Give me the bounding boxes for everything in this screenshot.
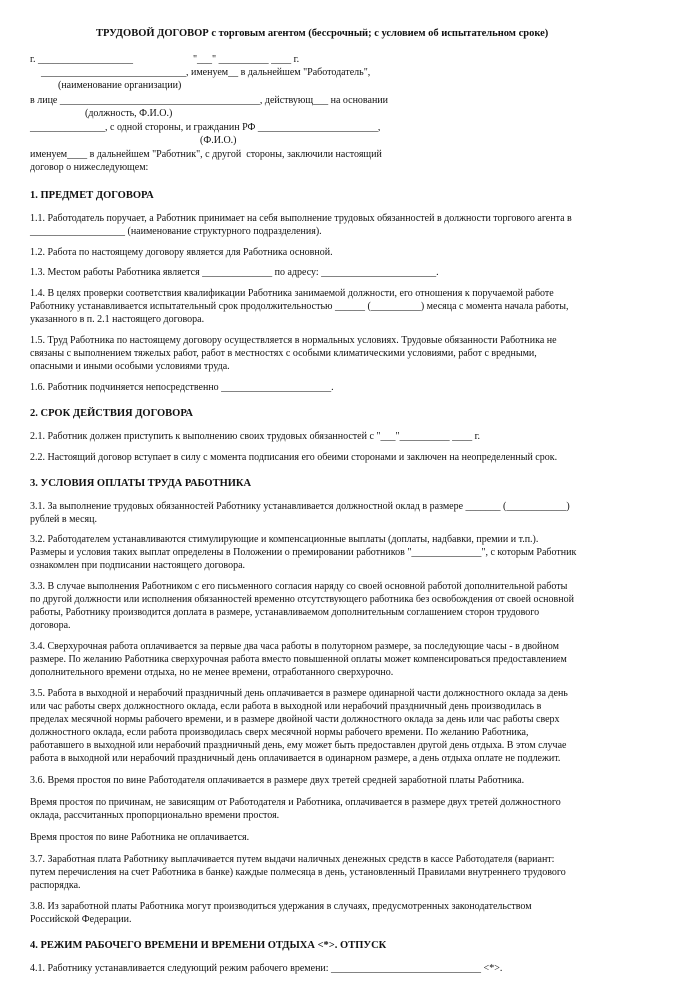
paragraph-line: работы, Работнику производится доплата в размере, устанавливаемом дополнительным соглашением сторон трудового bbox=[30, 607, 540, 618]
paragraph-line: должностного оклада, если работа производилась сверх месячной нормы рабочего времени. По желанию Работника, bbox=[30, 727, 529, 738]
paragraph-line: распорядка. bbox=[30, 880, 81, 891]
paragraph-line: 3.4. Сверхурочная работа оплачивается за первые два часа работы в полуторном размере, за последующие часы - в двойном bbox=[30, 641, 559, 652]
paragraph-line: указанного в п. 2.1 настоящего договора. bbox=[30, 314, 205, 325]
paragraph-line: работавшего в выходной или нерабочий праздничный день, ему может быть предоставлен другой день отдыха. В этом случае bbox=[30, 740, 567, 751]
paragraph-line: 1.1. Работодатель поручает, а Работник принимает на себя выполнение трудовых обязанностей в должности торгового агента в bbox=[30, 213, 572, 224]
paragraph-line: 1.6. Работник подчиняется непосредственно ______________________. bbox=[30, 382, 334, 393]
paragraph-line: путем перечисления на счет Работника в банке) каждые полмесяца в день, установленный Правилами внутреннего трудового bbox=[30, 867, 566, 878]
paragraph-line: 1.4. В целях проверки соответствия квалификации Работника занимаемой должности, его отношения к поручаемой работе bbox=[30, 288, 554, 299]
header-caption: (должность, Ф.И.О.) bbox=[85, 108, 173, 119]
paragraph-line: ознакомлен при подписании настоящего договора. bbox=[30, 560, 246, 571]
header-line: _______________, с одной стороны, и гражданин РФ ________________________, bbox=[30, 122, 381, 133]
header-line: договор о нижеследующем: bbox=[30, 162, 149, 173]
paragraph-line: Время простоя по причинам, не зависящим от Работодателя и Работника, оплачивается в размере двух третей должностного bbox=[30, 797, 561, 808]
header-line: именуем____ в дальнейшем "Работник", с другой стороны, заключили настоящий bbox=[30, 149, 382, 160]
paragraph-line: ___________________ (наименование структурного подразделения). bbox=[30, 226, 322, 237]
paragraph-line: 3.5. Работа в выходной и нерабочий праздничный день оплачивается в размере одинарной части должностного оклада за день bbox=[30, 688, 568, 699]
paragraph-line: 3.8. Из заработной платы Работника могут производиться удержания в случаях, предусмотренных законодательством bbox=[30, 901, 532, 912]
section-heading-2: 2. СРОК ДЕЙСТВИЯ ДОГОВОРА bbox=[30, 408, 194, 419]
paragraph-line: работа в выходной или нерабочий праздничный день оплачивается в одинарном размере, а день отдыха оплате не подлежит. bbox=[30, 753, 561, 764]
paragraph-line: 3.6. Время простоя по вине Работодателя оплачивается в размере двух третей средней заработной платы Работника. bbox=[30, 775, 525, 786]
header-line: г. ___________________ "___" __________ ____ г. bbox=[30, 54, 300, 65]
section-heading-4: 4. РЕЖИМ РАБОЧЕГО ВРЕМЕНИ И ВРЕМЕНИ ОТДЫХА <*>. ОТПУСК bbox=[30, 940, 387, 951]
paragraph-line: Размеры и условия таких выплат определены в Положении о премировании работников "______________", с которым Работник bbox=[30, 547, 577, 558]
paragraph-line: 2.1. Работник должен приступить к выполнению своих трудовых обязанностей с "___"__________ ____ г. bbox=[30, 431, 481, 442]
paragraph-line: договора. bbox=[30, 620, 71, 631]
paragraph-line: 1.5. Труд Работника по настоящему договору осуществляется в нормальных условиях. Трудовые обязанности Работника не bbox=[30, 335, 557, 346]
section-heading-3: 3. УСЛОВИЯ ОПЛАТЫ ТРУДА РАБОТНИКА bbox=[30, 478, 252, 489]
header-caption: (наименование организации) bbox=[58, 80, 182, 91]
paragraph-line: связаны с выполнением тяжелых работ, работ в местностях с особыми климатическими условиями, работ с вредными, bbox=[30, 348, 537, 359]
paragraph-line: пределах месячной нормы рабочего времени, и в размере двойной части должностного оклада за день или час работы сверх bbox=[30, 714, 560, 725]
paragraph-line: 2.2. Настоящий договор вступает в силу с момента подписания его обеими сторонами и заключен на неопределенный срок. bbox=[30, 452, 558, 463]
paragraph-line: 1.3. Местом работы Работника является ______________ по адресу: _______________________. bbox=[30, 267, 439, 278]
paragraph-line: опасными и иными особыми условиями труда. bbox=[30, 361, 230, 372]
paragraph-line: рублей в месяц. bbox=[30, 514, 97, 525]
header-caption: (Ф.И.О.) bbox=[200, 135, 237, 146]
paragraph-line: дополнительного времени отдыха, но не менее времени, отработанного сверхурочно. bbox=[30, 667, 394, 678]
header-line: в лице ________________________________________, действующ___ на основании bbox=[30, 95, 389, 106]
paragraph-line: 4.1. Работнику устанавливается следующий режим рабочего времени: ______________________________ <*>. bbox=[30, 963, 503, 974]
paragraph-line: 3.2. Работодателем устанавливаются стимулирующие и компенсационные выплаты (доплаты, надбавки, премии и т.п.). bbox=[30, 534, 539, 545]
paragraph-line: размере. По желанию Работника сверхурочная работа вместо повышенной оплаты может компенсироваться предоставлением bbox=[30, 654, 567, 665]
paragraph-line: или час работы сверх должностного оклада, если работа в выходной или нерабочий праздничный день производилась в bbox=[30, 701, 542, 712]
paragraph-line: по другой должности или исполнения обязанностей временно отсутствующего работника без освобождения от своей основной bbox=[30, 594, 574, 605]
paragraph-line: 3.7. Заработная плата Работнику выплачивается путем выдачи наличных денежных средств в кассе Работодателя (вариант: bbox=[30, 854, 555, 865]
paragraph-line: 3.3. В случае выполнения Работником с его письменного согласия наряду со своей основной работой дополнительной работы bbox=[30, 581, 568, 592]
section-heading-1: 1. ПРЕДМЕТ ДОГОВОРА bbox=[30, 190, 154, 201]
document-title: ТРУДОВОЙ ДОГОВОР с торговым агентом (бессрочный; с условием об испытательном сроке) bbox=[96, 28, 549, 39]
paragraph-line: оклада, рассчитанных пропорционально времени простоя. bbox=[30, 810, 280, 821]
header-line: _____________________________, именуем__ в дальнейшем "Работодатель", bbox=[41, 67, 371, 78]
paragraph-line: Время простоя по вине Работника не оплачивается. bbox=[30, 832, 250, 843]
paragraph-line: 3.1. За выполнение трудовых обязанностей Работнику устанавливается должностной оклад в размере _______ (____________) bbox=[30, 501, 570, 512]
paragraph-line: 1.2. Работа по настоящему договору является для Работника основной. bbox=[30, 247, 333, 258]
paragraph-line: Работнику устанавливается испытательный срок продолжительностью ______ (__________) месяца с момента начала работы, bbox=[30, 301, 569, 312]
paragraph-line: Российской Федерации. bbox=[30, 914, 132, 925]
